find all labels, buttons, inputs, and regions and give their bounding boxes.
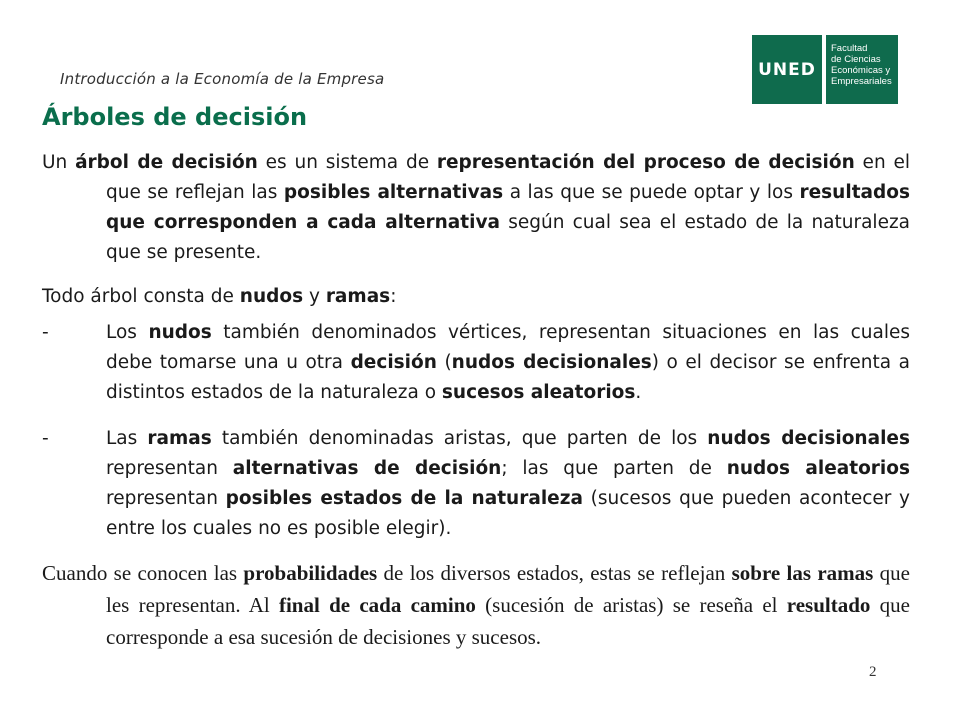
structure-paragraph: Todo árbol consta de nudos y ramas: [42, 286, 397, 307]
list-item-ramas: - Las ramas también denominadas aristas, que parten de los nudos decisionales representan alternativas de decisión; las que parten de nudos aleatorios representan posibles estados de la naturaleza (sucesos que pueden acontecer y entre los cuales no es posible elegir). [42, 428, 910, 539]
definition-paragraph: Un árbol de decisión es un sistema de representación del proceso de decisión en el que se reflejan las posibles alternativas a las que se puede optar y los resultados que corresponden a cada alternativa según cual sea el estado de la naturaleza que se presente. [42, 152, 910, 263]
page-number: 2 [869, 664, 877, 680]
probabilities-paragraph: Cuando se conocen las probabilidades de los diversos estados, estas se reflejan sobre las ramas que les representan. Al final de cada camino (sucesión de aristas) se reseña el resultado que corresponde a esa sucesión de decisiones y sucesos. [42, 561, 910, 649]
faculty-name: Facultad de Ciencias Económicas y Empresariales [826, 35, 898, 104]
slide-title: Árboles de decisión [42, 103, 308, 131]
course-title: Introducción a la Economía de la Empresa [60, 70, 385, 88]
uned-logo [752, 35, 898, 104]
logo-mark: UNED [752, 35, 822, 104]
list-item-nudos: - Los nudos también denominados vértices, representan situaciones en las cuales debe tomarse una u otra decisión (nudos decisionales) o el decisor se enfrenta a distintos estados de la naturaleza o sucesos aleatorios. [42, 322, 910, 403]
